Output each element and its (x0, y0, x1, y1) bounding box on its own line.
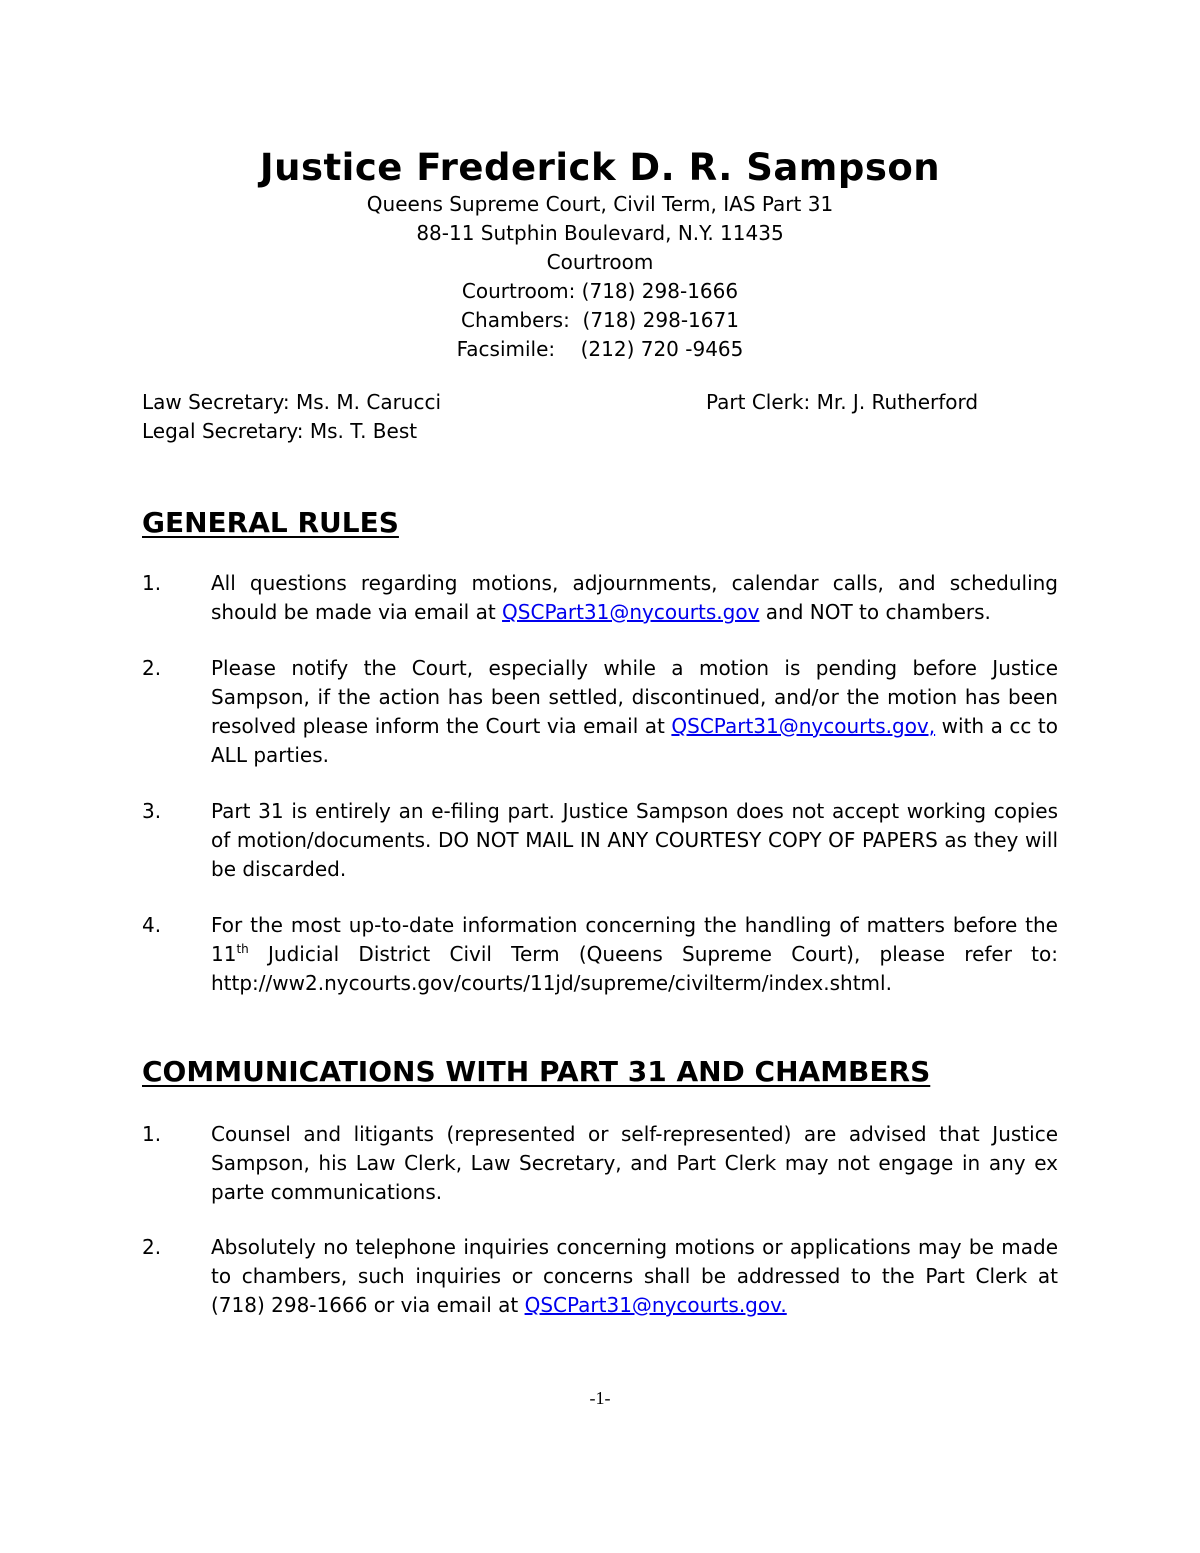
judge-name-title: Justice Frederick D. R. Sampson (259, 146, 941, 189)
email-link[interactable]: QSCPart31@nycourts.gov, (671, 714, 936, 738)
general-rule-item (142, 797, 1058, 884)
item-text: All questions regarding motions, adjournments, calendar calls, and scheduling should be made via email at QSCPart31@nycourts.gov and NOT to chambers. (211, 571, 1058, 624)
general-rule-item (142, 569, 1058, 627)
item-number: 2. (142, 656, 162, 680)
general-rule-item (142, 654, 1058, 770)
courtroom-label: Courtroom (546, 250, 654, 274)
item-text: Counsel and litigants (represented or self-represented) are advised that Justice Sampson, his Law Clerk, Law Secretary, and Part Clerk may not engage in any ex parte communications. (211, 1122, 1058, 1204)
general-rules-heading: GENERAL RULES (142, 506, 399, 539)
email-link[interactable]: QSCPart31@nycourts.gov (502, 600, 760, 624)
facsimile-number: Facsimile: (212) 720 -9465 (456, 337, 744, 361)
item-text: Absolutely no telephone inquiries concerning motions or applications may be made to chambers, such inquiries or concerns shall be addressed to the Part Clerk at (718) 298-1666 or via email at QSCPart31@nycourts.gov. (211, 1235, 1058, 1317)
general-rule-item (142, 911, 1058, 998)
part-clerk: Part Clerk: Mr. J. Rutherford (706, 390, 979, 414)
item-number: 1. (142, 1122, 162, 1146)
courtroom-phone: Courtroom: (718) 298-1666 (461, 279, 739, 303)
chambers-phone: Chambers: (718) 298-1671 (461, 308, 739, 332)
law-secretary: Law Secretary: Ms. M. Carucci (142, 390, 442, 414)
communications-item (142, 1233, 1058, 1320)
court-name: Queens Supreme Court, Civil Term, IAS Part 31 (366, 192, 834, 216)
item-number: 4. (142, 913, 162, 937)
item-number: 3. (142, 799, 162, 823)
item-text: Please notify the Court, especially while a motion is pending before Justice Sampson, if the action has been settled, discontinued, and/or the motion has been resolved please inform the Court via email at QSCPart31@nycourts.gov, with a cc to ALL parties. (211, 656, 1058, 767)
item-number: 2. (142, 1235, 162, 1259)
page-number: -1- (589, 1388, 611, 1408)
court-address: 88-11 Sutphin Boulevard, N.Y. 11435 (416, 221, 784, 245)
communications-item (142, 1120, 1058, 1207)
item-number: 1. (142, 571, 162, 595)
communications-heading: COMMUNICATIONS WITH PART 31 AND CHAMBERS (142, 1055, 931, 1088)
ordinal-superscript: th (236, 942, 249, 956)
legal-secretary: Legal Secretary: Ms. T. Best (142, 419, 418, 443)
item-text: For the most up-to-date information concerning the handling of matters before the 11th Judicial District Civil Term (Queens Supreme Court), please refer to: http://ww2.nycourts.gov/courts/11jd/supreme/civilterm/index.shtml. (211, 913, 1058, 995)
email-link[interactable]: QSCPart31@nycourts.gov. (524, 1293, 787, 1317)
item-text: Part 31 is entirely an e-filing part. Justice Sampson does not accept working copies of motion/documents. DO NOT MAIL IN ANY COURTESY COPY OF PAPERS as they will be discarded. (211, 799, 1058, 881)
court-contact-block (0, 190, 1200, 364)
